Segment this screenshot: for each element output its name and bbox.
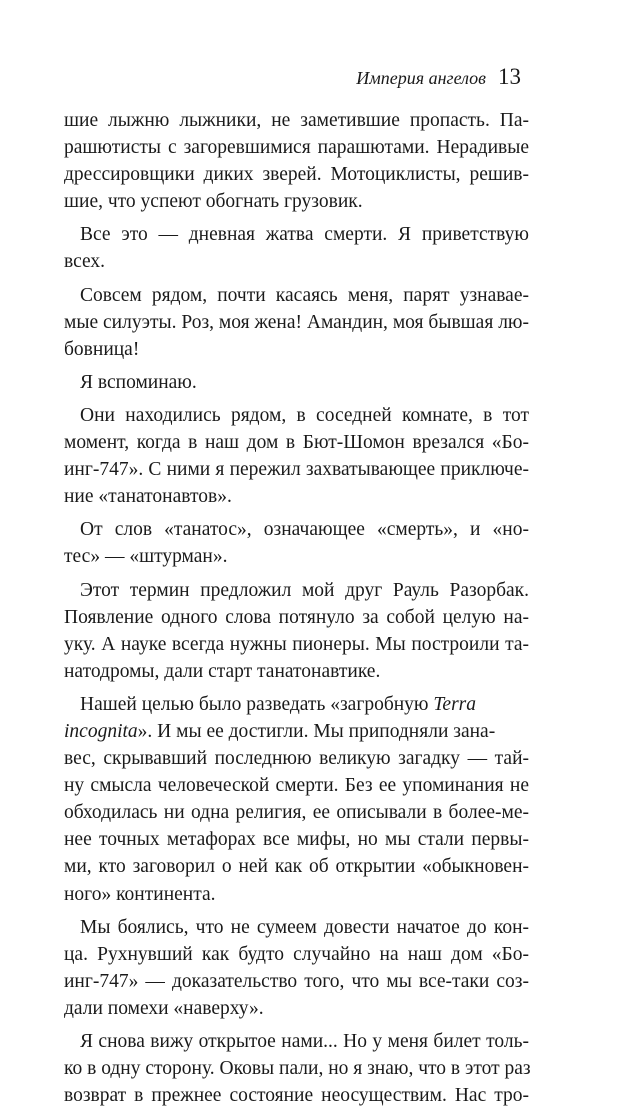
text-run: Нашей целью было разведать «загробную bbox=[80, 693, 434, 715]
text-line: Я вспоминаю. bbox=[80, 371, 197, 393]
text-line: вес, скрывавший последнюю великую загадку — тай- bbox=[64, 748, 529, 770]
text-line: шие, что успеют обогнать грузовик. bbox=[64, 191, 363, 213]
text-line: ние «танатонавтов». bbox=[64, 486, 232, 508]
text-line: Они находились рядом, в соседней комнате, в тот bbox=[80, 404, 529, 426]
text-line: дрессировщики диких зверей. Мотоциклисты, решив- bbox=[64, 164, 529, 186]
text-line: бовница! bbox=[64, 338, 140, 360]
text-line: Мы боялись, что не сумеем довести начатое до кон- bbox=[80, 916, 529, 938]
text-run: ». И мы ее достигли. Мы приподняли зана- bbox=[137, 720, 496, 742]
text-line: обходилась ни одна религия, ее описывали в более-ме- bbox=[64, 802, 529, 824]
text-line: шие лыжню лыжники, не заметившие пропасть. Па- bbox=[64, 110, 529, 131]
text-line: Появление одного слова потянуло за собой целую на- bbox=[64, 606, 529, 628]
text-line bbox=[64, 718, 529, 745]
text-line: натодромы, дали старт танатонавтике. bbox=[64, 660, 381, 682]
running-title: Империя ангелов bbox=[356, 68, 486, 88]
text-line: ну смысла человеческой смерти. Без ее упоминания не bbox=[64, 775, 529, 797]
body-text bbox=[64, 107, 529, 1109]
text-line: Совсем рядом, почти касаясь меня, парят узнавае- bbox=[80, 284, 529, 306]
text-line: дали помехи «наверху». bbox=[64, 997, 264, 1019]
text-line: мые силуэты. Роз, моя жена! Амандин, моя бывшая лю- bbox=[64, 311, 529, 333]
text-line: ко в одну сторону. Оковы пали, но я знаю, что в этот раз bbox=[64, 1058, 531, 1080]
text-line: ца. Рухнувший как будто случайно на наш дом «Бо- bbox=[64, 943, 529, 965]
text-line: От слов «танатос», означающее «смерть», и «но- bbox=[80, 519, 529, 541]
text-line: ного» континента. bbox=[64, 883, 216, 905]
text-line: инг-747». С ними я пережил захватывающее приключе- bbox=[64, 459, 529, 481]
running-header bbox=[356, 64, 521, 90]
text-line: уку. А науке всегда нужны пионеры. Мы построили та- bbox=[64, 633, 529, 655]
text-line: момент, когда в наш дом в Бют-Шомон врезался «Бо- bbox=[64, 432, 529, 454]
text-line: Этот термин предложил мой друг Рауль Разорбак. bbox=[80, 579, 529, 601]
text-line: возврат в прежнее состояние неосуществим. Нас тро- bbox=[64, 1085, 529, 1107]
text-line: рашютисты с загоревшимися парашютами. Нерадивые bbox=[64, 137, 529, 159]
text-line: всех. bbox=[64, 251, 106, 273]
text-line: нее точных метафорах все мифы, но мы стали первы- bbox=[64, 829, 529, 851]
italic-term: Terra bbox=[433, 693, 477, 715]
text-line: ми, кто заговорил о ней как об открытии «обыкновен- bbox=[64, 856, 529, 878]
text-line: тес» — «штурман». bbox=[64, 546, 228, 568]
text-line: инг-747» — доказательство того, что мы все-таки соз- bbox=[64, 970, 529, 992]
page-number: 13 bbox=[498, 64, 521, 89]
text-line: Я снова вижу открытое нами... Но у меня билет толь- bbox=[80, 1031, 529, 1052]
text-line: Все это — дневная жатва смерти. Я приветствую bbox=[80, 224, 529, 246]
italic-term: incognita bbox=[64, 720, 138, 742]
text-line bbox=[64, 691, 529, 718]
